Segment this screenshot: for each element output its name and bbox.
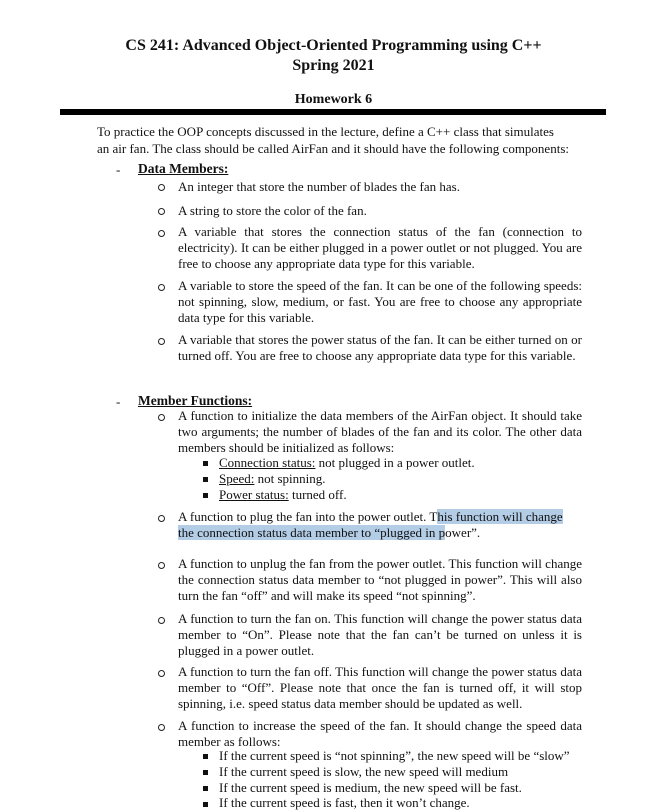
highlighted-text[interactable]: the connection status data member to “plugged in p — [178, 525, 446, 540]
function-item-initialize: A function to initialize the data members of the AirFan object. It should take two arguments; the number of blades of the fan and its color. The other data members should be initialized as follows: — [178, 408, 582, 455]
circle-bullet-icon — [158, 338, 165, 345]
circle-bullet-icon — [158, 562, 165, 569]
speed-sub-item: If the current speed is “not spinning”, the new speed will be “slow” — [219, 748, 570, 763]
assignment-title: Homework 6 — [294, 92, 373, 107]
circle-bullet-icon — [158, 515, 165, 522]
sub-label: Speed: — [219, 471, 255, 486]
data-member-item: A variable to store the speed of the fan. It can be one of the following speeds: not spinning, slow, medium, or fast. You are free to choose any appropriate data type for this variable. — [178, 278, 582, 325]
function-item-turn-off: A function to turn the fan off. This function will change the power status data member to “Off”. Please note that once the fan is turned off, it will stop spinning, i.e. speed status data member should be updated as well. — [178, 664, 582, 711]
function-item-turn-on: A function to turn the fan on. This function will change the power status data member to “On”. Please note that the fan can’t be turned on unless it is plugged in a power outlet. — [178, 611, 582, 658]
speed-sub-item: If the current speed is medium, the new speed will be fast. — [219, 780, 522, 795]
circle-bullet-icon — [158, 670, 165, 677]
speed-sub-item: If the current speed is slow, the new speed will medium — [219, 764, 509, 779]
function-item-increase-speed: A function to increase the speed of the fan. It should change the speed data member as follows: — [178, 718, 582, 749]
square-bullet-icon — [203, 461, 208, 466]
function-item-plug — [178, 509, 582, 541]
circle-bullet-icon — [158, 284, 165, 291]
square-bullet-icon — [203, 477, 208, 482]
member-functions-heading: Member Functions: — [138, 393, 253, 408]
function-item-unplug: A function to unplug the fan from the power outlet. This function will change the connection status data member to “not plugged in power”. This will also turn the fan “off” and will make its speed “not spinning”. — [178, 556, 582, 603]
init-sub-item — [219, 455, 475, 471]
circle-bullet-icon — [158, 617, 165, 624]
data-member-item: A variable that stores the connection status of the fan (connection to electricity). It can be either plugged in a power outlet or not plugged. You are free to choose any appropriate data type for this variable. — [178, 224, 582, 271]
title-rule — [60, 109, 606, 115]
square-bullet-icon — [203, 493, 208, 498]
circle-bullet-icon — [158, 230, 165, 237]
course-title: CS 241: Advanced Object-Oriented Programming using C++ — [125, 37, 542, 54]
plug-text: A function to plug the fan into the power outlet. T — [178, 509, 438, 524]
intro-line-1: To practice the OOP concepts discussed in the lecture, define a C++ class that simulates — [97, 124, 554, 139]
sub-value: turned off. — [288, 487, 347, 502]
data-member-item: A variable that stores the power status of the fan. It can be either turned on or turned off. You are free to choose any appropriate data type for this variable. — [178, 332, 582, 363]
sub-value: not plugged in a power outlet. — [315, 455, 475, 470]
circle-bullet-icon — [158, 724, 165, 731]
square-bullet-icon — [203, 770, 208, 775]
square-bullet-icon — [203, 754, 208, 759]
data-member-item: An integer that store the number of blades the fan has. — [178, 179, 460, 194]
intro-paragraph — [97, 124, 583, 157]
init-sub-item — [219, 487, 347, 503]
speed-sub-item: If the current speed is fast, then it won’t change. — [219, 795, 470, 810]
circle-bullet-icon — [158, 414, 165, 421]
plug-text: ower”. — [445, 525, 481, 540]
sub-label: Connection status: — [219, 455, 316, 470]
circle-bullet-icon — [158, 184, 165, 191]
highlighted-text[interactable]: his function will change — [437, 509, 563, 524]
dash-bullet: - — [116, 162, 121, 177]
circle-bullet-icon — [158, 208, 165, 215]
sub-value: not spinning. — [254, 471, 326, 486]
data-members-heading: Data Members: — [138, 161, 229, 176]
square-bullet-icon — [203, 802, 208, 807]
init-sub-item — [219, 471, 326, 487]
intro-line-2: an air fan. The class should be called AirFan and it should have the following components: — [97, 140, 569, 156]
square-bullet-icon — [203, 786, 208, 791]
sub-label: Power status: — [219, 487, 289, 502]
dash-bullet: - — [116, 394, 121, 409]
term: Spring 2021 — [292, 57, 375, 74]
data-member-item: A string to store the color of the fan. — [178, 203, 367, 218]
